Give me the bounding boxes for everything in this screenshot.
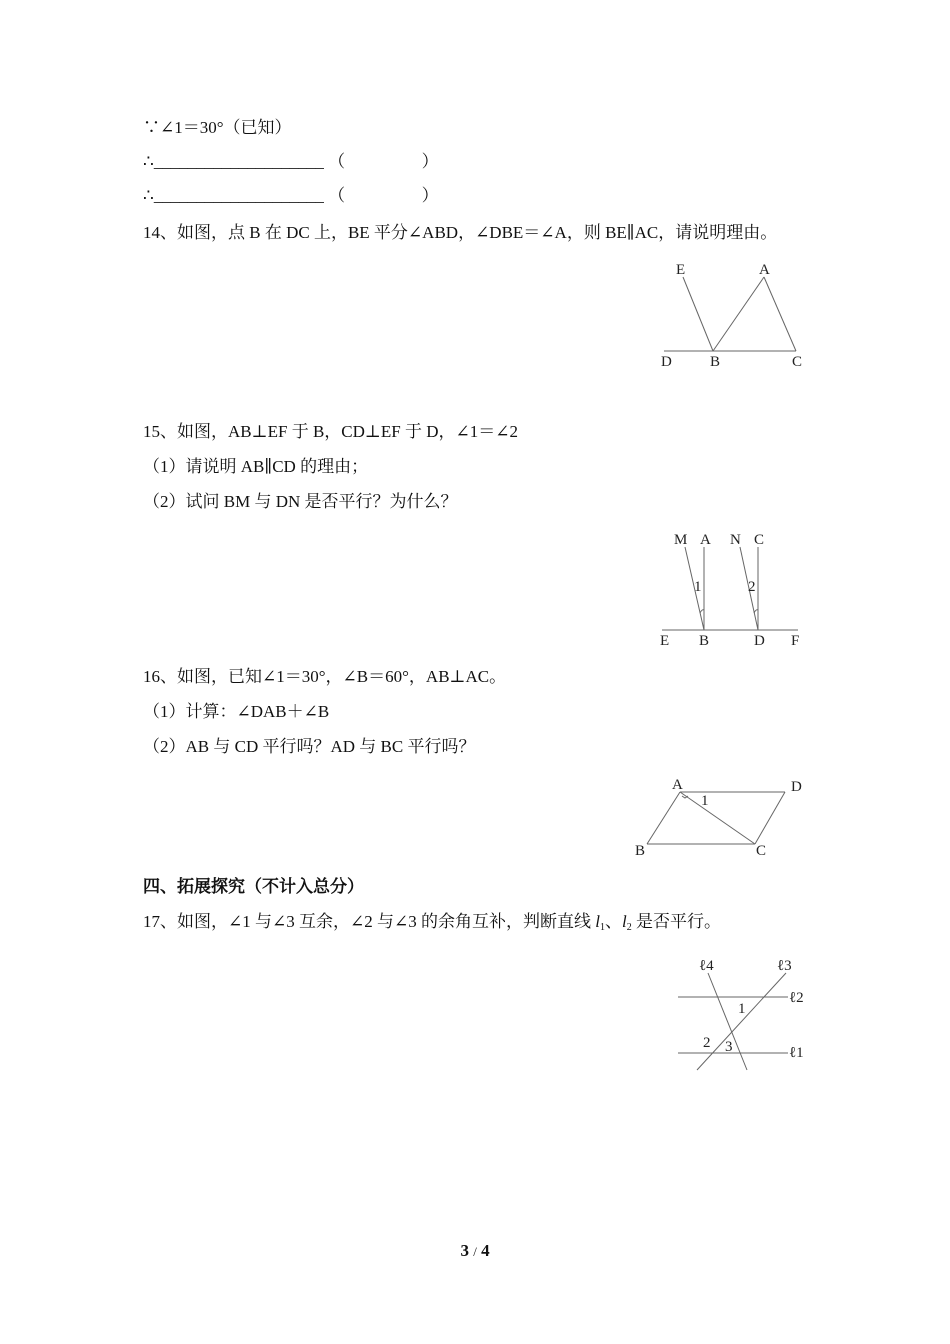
question-16-part-2: （2）AB 与 CD 平行吗？AD 与 BC 平行吗？ (143, 737, 476, 756)
question-16-figure (630, 772, 810, 862)
page-separator: / (473, 1244, 477, 1259)
label-l2: ℓ2 (789, 990, 804, 1006)
question-15-figure (650, 525, 820, 650)
label-l1: ℓ1 (789, 1045, 804, 1061)
label-F: F (791, 633, 800, 649)
question-17-text-a: 17、如图，∠1 与∠3 互余，∠2 与∠3 的余角互补，判断直线 (143, 912, 596, 931)
label-A: A (700, 532, 711, 548)
label-C: C (756, 843, 767, 859)
question-15-part-1: （1）请说明 AB∥CD 的理由； (143, 457, 369, 476)
label-D: D (791, 779, 802, 795)
label-A: A (759, 262, 770, 278)
label-D: D (754, 633, 765, 649)
proof-step-2: ∴____________________ （ ） (143, 186, 439, 205)
question-17-separator: 、 (604, 912, 622, 931)
label-D: D (661, 354, 672, 370)
question-14-text: 14、如图，点 B 在 DC 上，BE 平分∠ABD，∠DBE＝∠A，则 BE∥AC，请说明理由。 (143, 223, 778, 242)
label-B: B (710, 354, 721, 370)
question-17-text-b: 是否平行。 (631, 912, 721, 931)
label-angle-2: 2 (748, 579, 756, 595)
label-angle-1: 1 (694, 579, 702, 595)
question-17-text (143, 911, 721, 939)
section-4-heading: 四、拓展探究（不计入总分） (143, 877, 364, 896)
proof-given: ∵∠1＝30°（已知） (143, 118, 292, 137)
proof-step-1: ∴____________________ （ ） (143, 152, 439, 171)
line-subscript-2: 2 (626, 922, 632, 933)
page-total: 4 (481, 1241, 490, 1260)
label-B: B (699, 633, 710, 649)
question-16-text: 16、如图，已知∠1＝30°，∠B＝60°，AB⊥AC。 (143, 667, 507, 686)
label-C: C (754, 532, 765, 548)
question-15-part-2: （2）试问 BM 与 DN 是否平行？为什么？ (143, 492, 458, 511)
line-subscript-1: 1 (599, 922, 605, 933)
label-angle-3: 3 (725, 1039, 733, 1055)
question-17-figure (660, 950, 820, 1075)
line-symbol-l2: l (621, 912, 627, 931)
label-l4: ℓ4 (699, 958, 714, 974)
label-A: A (672, 777, 683, 793)
page-number (0, 1241, 950, 1261)
page-current: 3 (460, 1241, 469, 1260)
label-B: B (635, 843, 646, 859)
label-N: N (730, 532, 741, 548)
label-angle-1: 1 (738, 1001, 746, 1017)
label-angle-2: 2 (703, 1035, 711, 1051)
question-14-figure (650, 255, 820, 375)
label-l3: ℓ3 (777, 958, 792, 974)
label-angle-1: 1 (701, 793, 709, 809)
label-E: E (660, 633, 670, 649)
question-15-text: 15、如图，AB⊥EF 于 B，CD⊥EF 于 D，∠1＝∠2 (143, 422, 518, 441)
line-symbol-l1: l (595, 912, 600, 931)
label-E: E (676, 262, 686, 278)
label-M: M (674, 532, 688, 548)
question-16-part-1: （1）计算：∠DAB＋∠B (143, 702, 330, 721)
label-C: C (792, 354, 803, 370)
